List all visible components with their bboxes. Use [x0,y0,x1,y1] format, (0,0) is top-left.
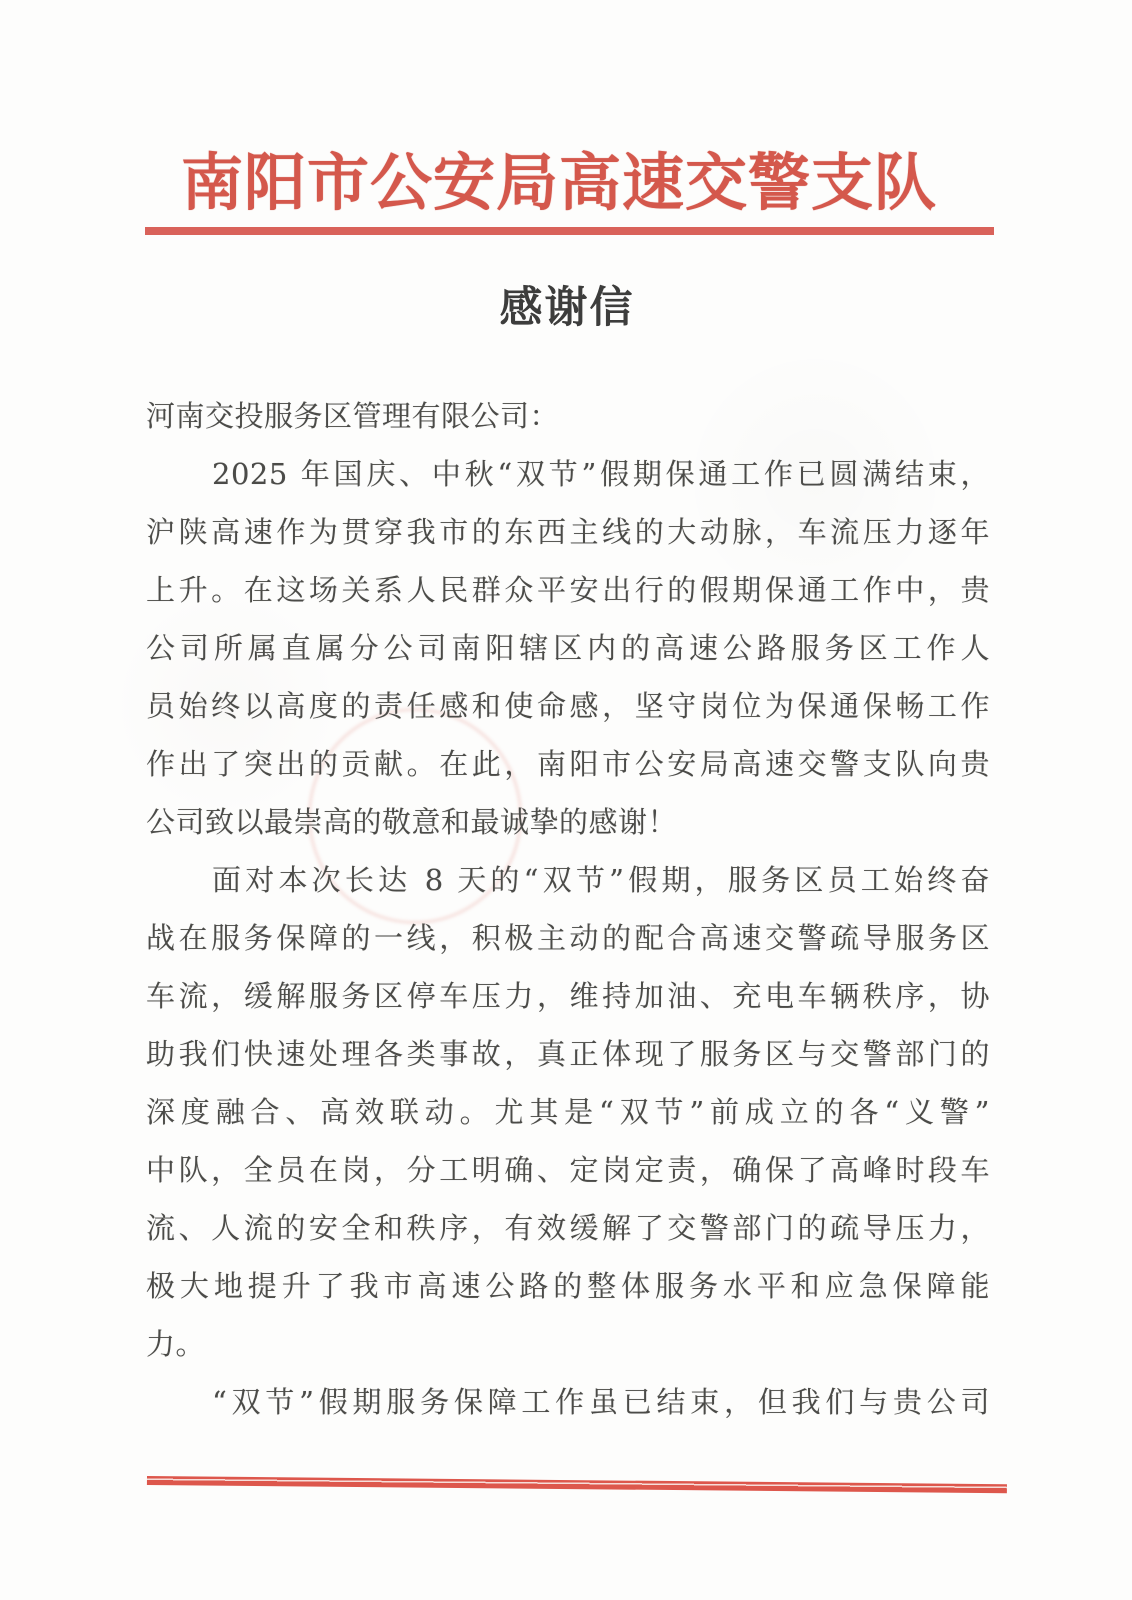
body-line: 流、人流的安全和秩序，有效缓解了交警部门的疏导压力， [146,1211,990,1245]
document-title: 感谢信 [499,283,635,333]
body-line: 公司致以最崇高的敬意和最诚挚的感谢！ [146,805,678,839]
body-line: 助我们快速处理各类事故，真正体现了服务区与交警部门的 [146,1037,990,1071]
footer-divider [147,1476,1007,1493]
body-line: “双节”假期服务保障工作虽已结束，但我们与贵公司 [212,1385,990,1419]
body-line: 战在服务保障的一线，积极主动的配合高速交警疏导服务区 [146,921,990,955]
body-line: 公司所属直属分公司南阳辖区内的高速公路服务区工作人 [146,631,990,665]
body-line: 2025 年国庆、中秋“双节”假期保通工作已圆满结束， [212,457,990,491]
body-line: 作出了突出的贡献。在此，南阳市公安局高速交警支队向贵 [146,747,990,781]
body-line: 员始终以高度的责任感和使命感，坚守岗位为保通保畅工作 [146,689,990,723]
body-line: 力。 [146,1327,206,1361]
body-line: 深度融合、高效联动。尤其是“双节”前成立的各“义警” [146,1095,990,1129]
body-line: 极大地提升了我市高速公路的整体服务水平和应急保障能 [146,1269,990,1303]
letter-body [146,387,990,1431]
body-line: 面对本次长达 8 天的“双节”假期，服务区员工始终奋 [212,863,990,897]
salutation: 河南交投服务区管理有限公司： [146,399,560,433]
letterhead-title: 南阳市公安局高速交警支队 [180,146,937,219]
body-line: 中队，全员在岗，分工明确、定岗定责，确保了高峰时段车 [146,1153,990,1187]
body-line: 沪陕高速作为贯穿我市的东西主线的大动脉，车流压力逐年 [146,515,990,549]
body-lines [146,445,990,1431]
body-line: 上升。在这场关系人民群众平安出行的假期保通工作中，贵 [146,573,990,607]
letterhead-divider [145,227,994,235]
body-line: 车流，缓解服务区停车压力，维持加油、充电车辆秩序，协 [146,979,990,1013]
